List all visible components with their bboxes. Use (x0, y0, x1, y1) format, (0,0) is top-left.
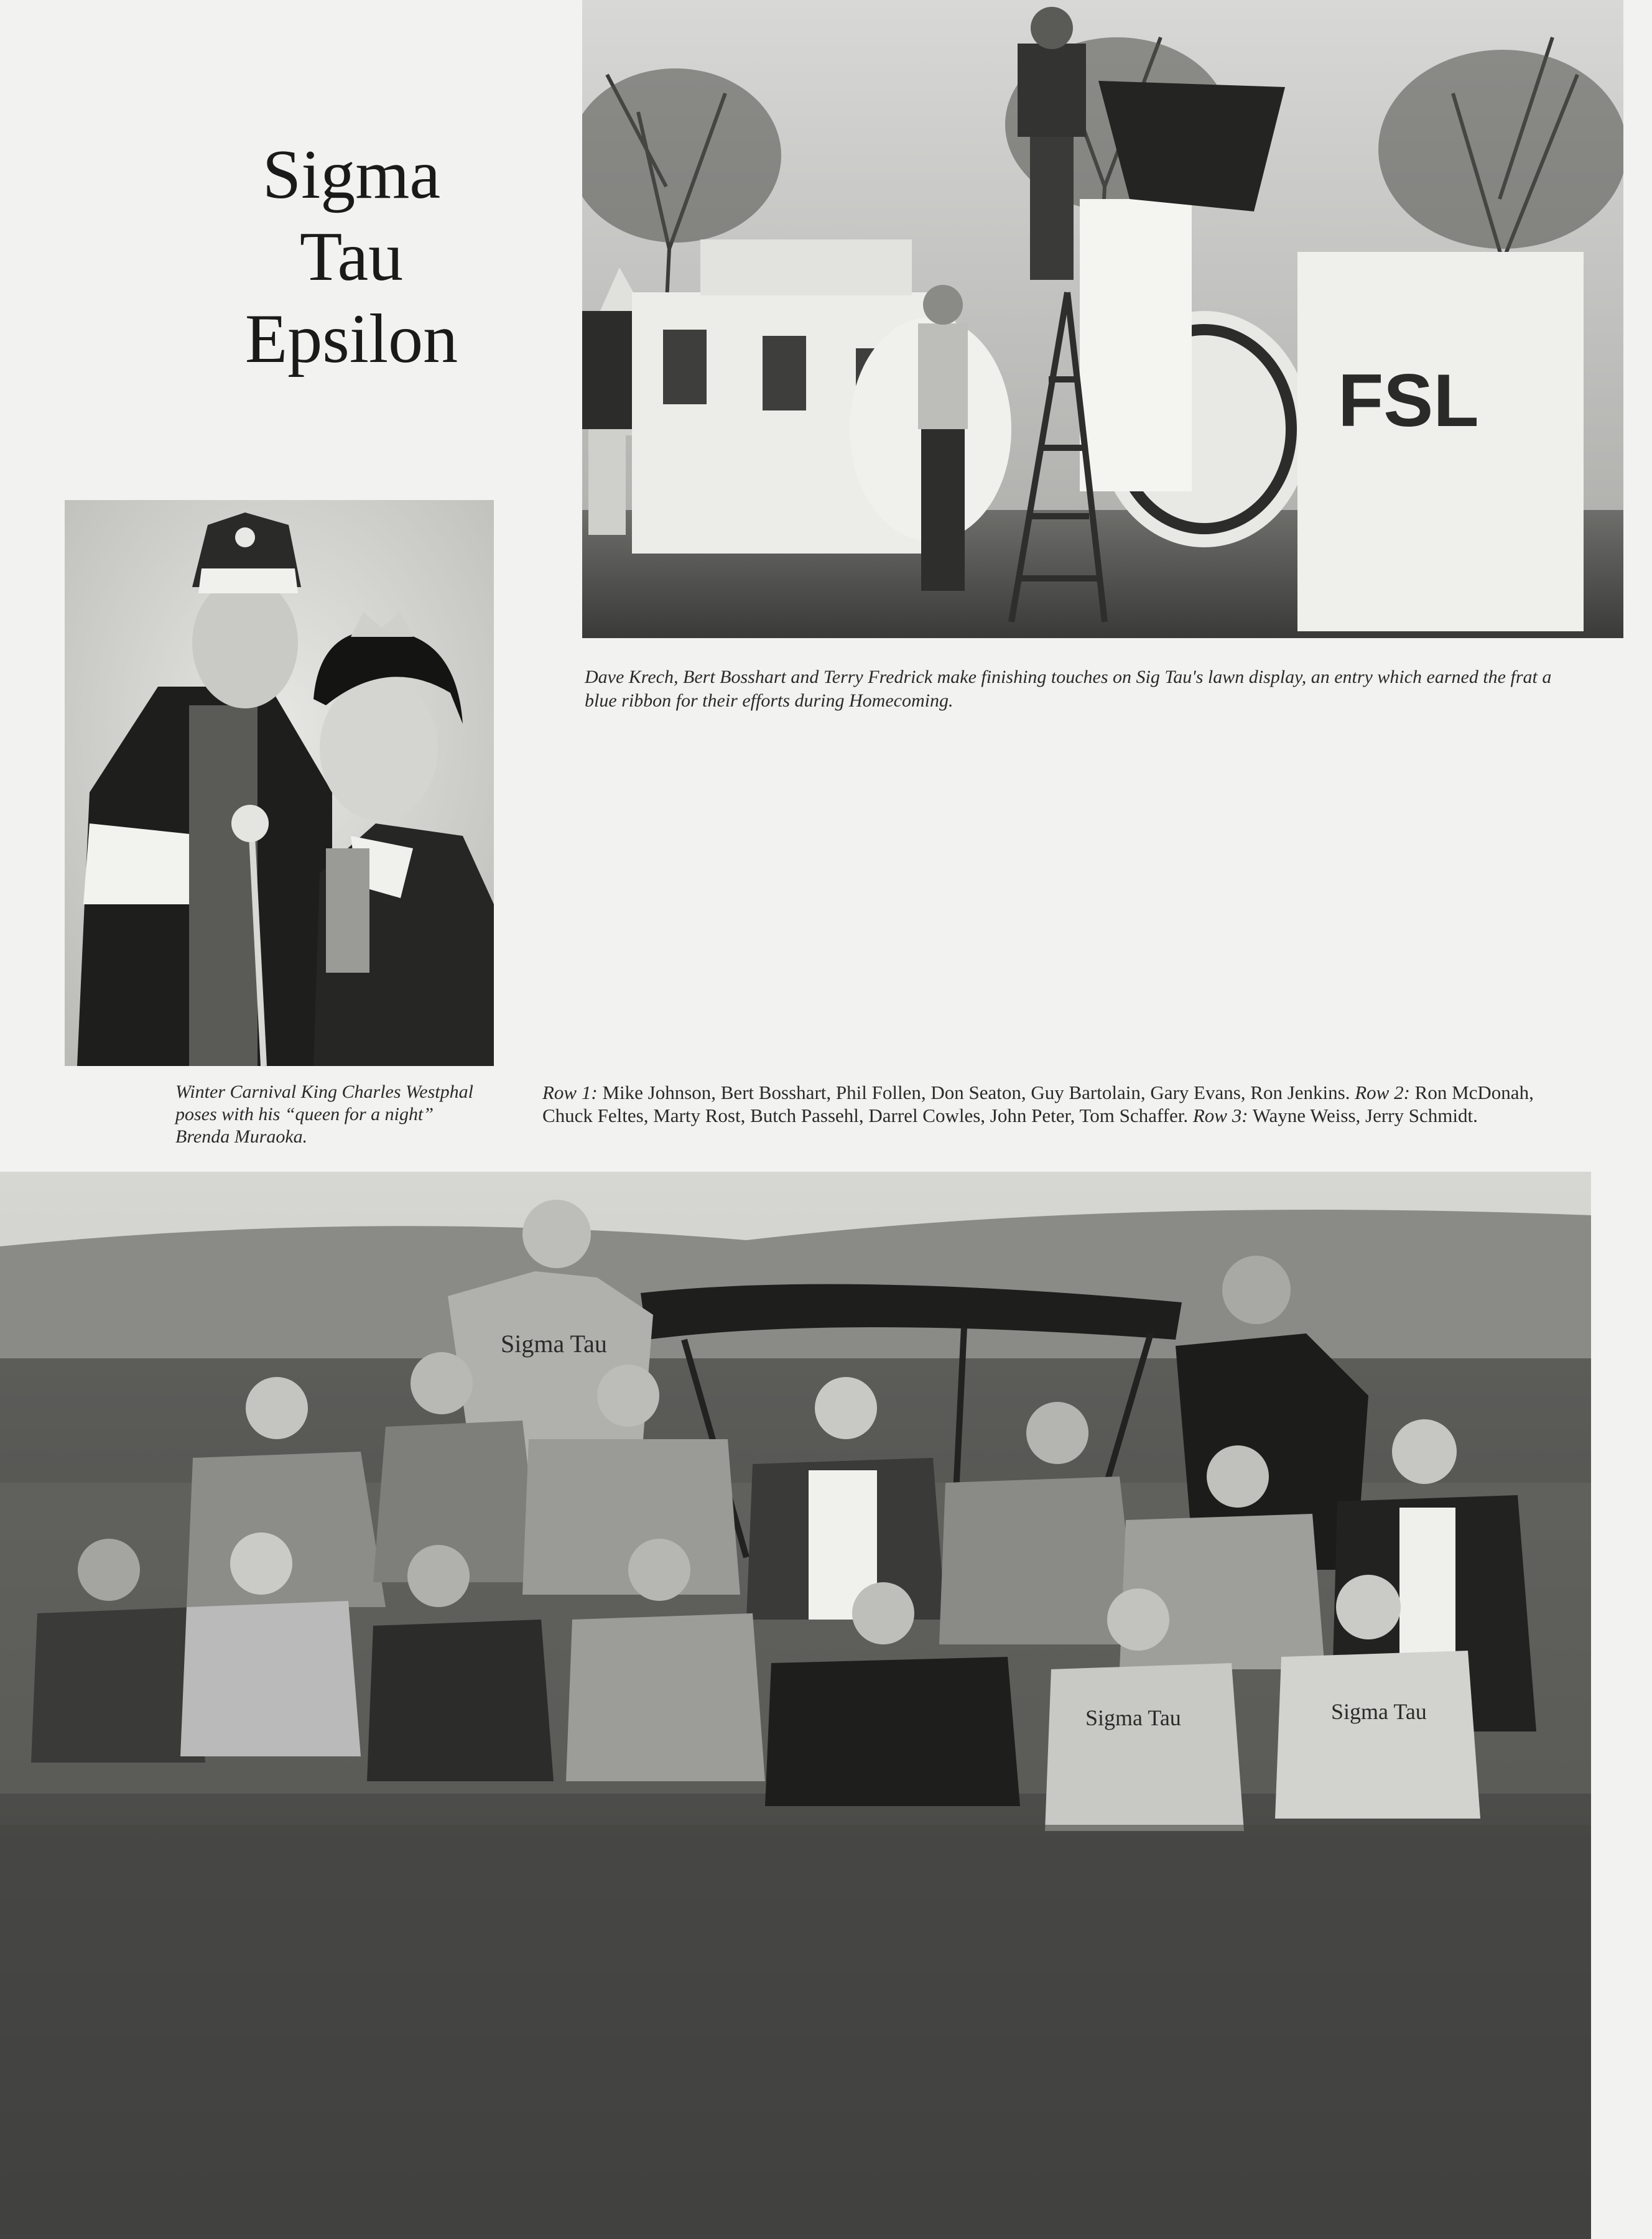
title-line-3: Epsilon (244, 300, 458, 378)
fsl-sign-text: FSL (1338, 359, 1479, 442)
row-1-label: Row 1: (542, 1082, 598, 1103)
row-2-label: Row 2: (1355, 1082, 1410, 1103)
row-2-names: Ron McDonah, Chuck Feltes, Marty Rost, Butch Passehl, Darrel Cowles, John Peter, Tom Schaffer. (542, 1082, 1534, 1126)
title-line-2: Tau (299, 218, 404, 295)
homecoming-display-caption: Dave Krech, Bert Bosshart and Terry Fredrick make finishing touches on Sig Tau's lawn display, an entry which earned the frat a blue ribbon for their efforts during Homecoming. (585, 667, 1552, 711)
row-1-names: Mike Johnson, Bert Bosshart, Phil Follen, Don Seaton, Guy Bartolain, Gary Evans, Ron Jenkins. (602, 1082, 1350, 1103)
group-photo-caption (542, 1081, 1550, 1127)
row-3-label: Row 3: (1192, 1105, 1248, 1126)
sweatshirt-text-back: Sigma Tau (501, 1330, 607, 1358)
homecoming-display-photo (582, 0, 1623, 638)
winter-carnival-royalty-photo (65, 500, 494, 1066)
sweatshirt-text-front-center: Sigma Tau (1085, 1705, 1181, 1730)
royalty-caption: Winter Carnival King Charles Westphal poses with his “queen for a night” Brenda Muraoka. (175, 1082, 473, 1147)
fraternity-group-photo (0, 1172, 1591, 2239)
row-3-names: Wayne Weiss, Jerry Schmidt. (1252, 1105, 1478, 1126)
title-line-1: Sigma (262, 136, 441, 213)
page-title (205, 134, 498, 380)
sweatshirt-text-front-right: Sigma Tau (1331, 1699, 1427, 1724)
